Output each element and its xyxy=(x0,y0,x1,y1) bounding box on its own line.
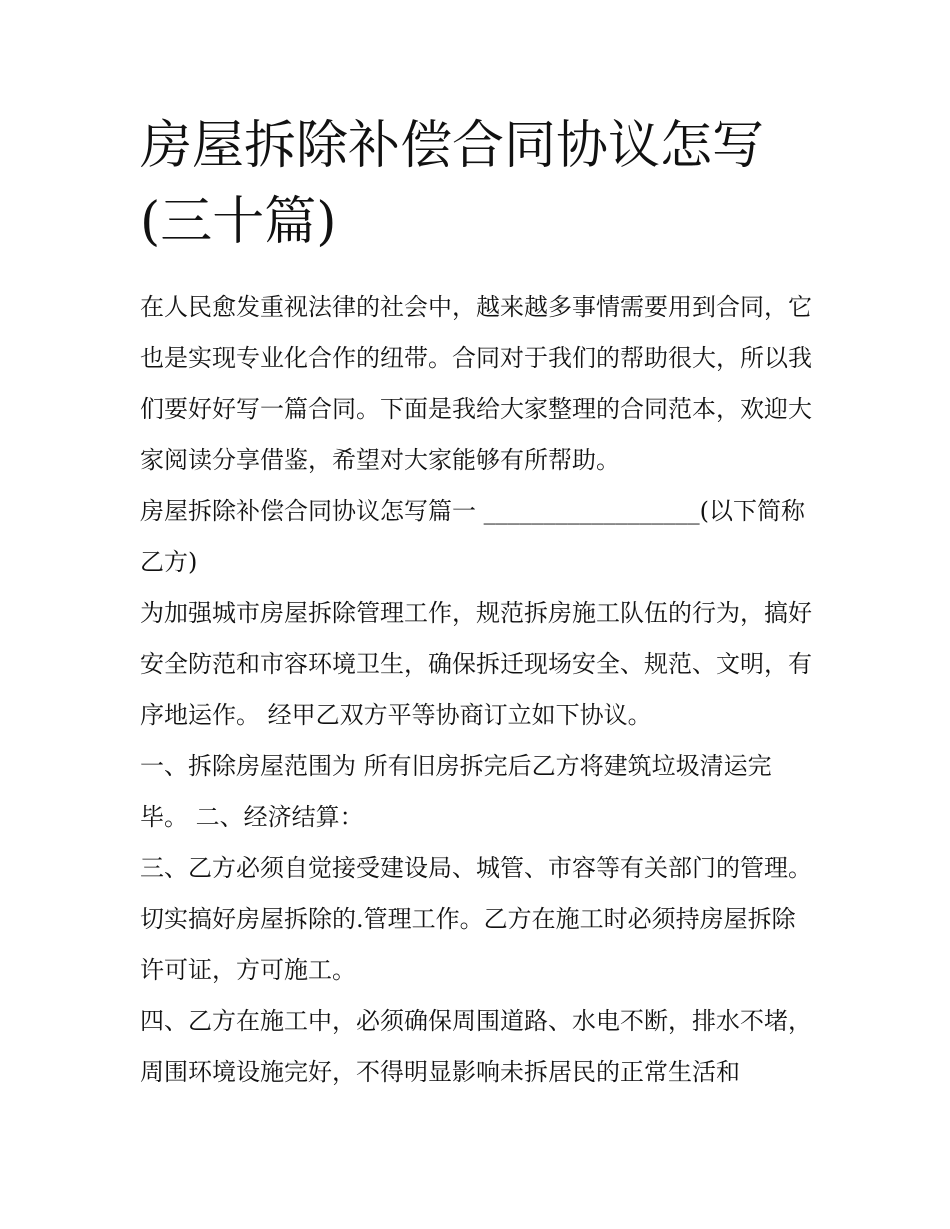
document-content xyxy=(140,108,815,1098)
paragraph-clause-three: 三、乙方必须自觉接受建设局、城管、市容等有关部门的管理。切实搞好房屋拆除的.管理工作。乙方在施工时必须持房屋拆除许可证，方可施工。 xyxy=(140,854,812,984)
paragraph-intro: 在人民愈发重视法律的社会中，越来越多事情需要用到合同，它也是实现专业化合作的纽带。合同对于我们的帮助很大，所以我们要好好写一篇合同。下面是我给大家整理的合同范本，欢迎大家阅读分享借鉴，希望对大家能够有所帮助。 xyxy=(140,293,812,474)
paragraph-section-one-heading: 房屋拆除补偿合同协议怎写篇一 __________________(以下简称乙方) xyxy=(140,497,805,576)
document-title: 房屋拆除补偿合同协议怎写(三十篇) xyxy=(140,116,765,252)
paragraph-clause-one-two: 一、拆除房屋范围为 所有旧房拆完后乙方将建筑垃圾清运完毕。 二、经济结算： xyxy=(140,752,772,831)
paragraph-clause-four: 四、乙方在施工中，必须确保周围道路、水电不断，排水不堵，周围环境设施完好，不得明显影响未拆居民的正常生活和 xyxy=(140,1007,812,1086)
paragraph-purpose: 为加强城市房屋拆除管理工作，规范拆房施工队伍的行为，搞好安全防范和市容环境卫生，确保拆迁现场安全、规范、文明，有序地运作。 经甲乙双方平等协商订立如下协议。 xyxy=(140,599,812,729)
